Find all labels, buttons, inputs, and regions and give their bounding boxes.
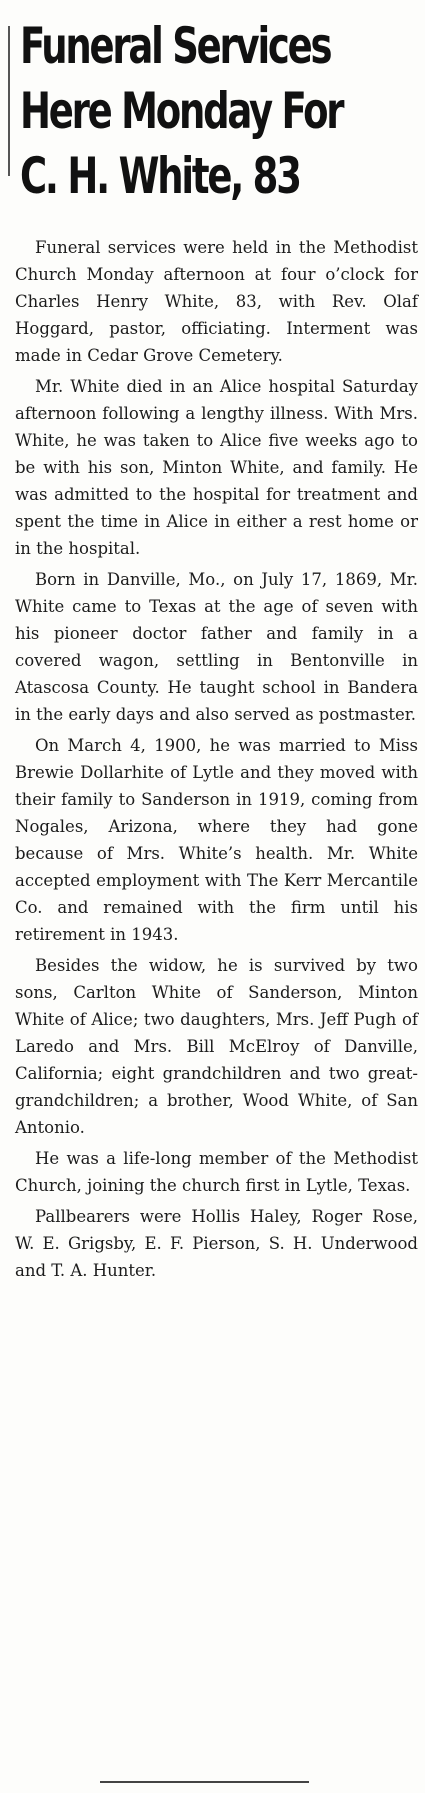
- paragraph-survivors: Besides the widow, he is survived by two sons, Carlton White of Sanderson, Minton White of Alice; two daughters, Mrs. Jeff Pugh of Laredo and Mrs. Bill McElroy of Danville, California; eight grandchildren and two great-grandchildren; a brother, Wood White, of San Antonio.: [15, 956, 418, 1137]
- headline-line-3: C. H. White, 83: [20, 147, 300, 205]
- headline-line-1: Funeral Services: [20, 17, 331, 75]
- paragraph-death: Mr. White died in an Alice hospital Saturday afternoon following a lengthy illness. With Mrs. White, he was taken to Alice five weeks ago to be with his son, Minton White, and family. He was admitted to the hospital for treatment and spent the time in Alice in either a rest home or in the hospital.: [15, 377, 418, 558]
- paragraph-services: Funeral services were held in the Methodist Church Monday afternoon at four o’clock for Charles Henry White, 83, with Rev. Olaf Hoggard, pastor, officiating. Interment was made in Cedar Grove Cemetery.: [15, 238, 418, 365]
- paragraph-marriage: On March 4, 1900, he was married to Miss Brewie Dollarhite of Lytle and they moved with their family to Sanderson in 1919, coming from Nogales, Arizona, where they had gone because of Mrs. White’s health. Mr. White accepted employment with The Kerr Mercantile Co. and remained with the firm until his retirement in 1943.: [15, 736, 418, 944]
- article-body: [15, 234, 418, 1288]
- end-rule: [100, 1781, 309, 1783]
- headline: [20, 14, 343, 209]
- headline-line-2: Here Monday For: [20, 82, 343, 140]
- paragraph-birth: Born in Danville, Mo., on July 17, 1869, Mr. White came to Texas at the age of seven with his pioneer doctor father and family in a covered wagon, settling in Bentonville in Atascosa County. He taught school in Bandera in the early days and also served as postmaster.: [15, 570, 418, 724]
- paragraph-church: He was a life-long member of the Methodist Church, joining the church first in Lytle, Texas.: [15, 1149, 418, 1195]
- paragraph-pallbearers: Pallbearers were Hollis Haley, Roger Rose, W. E. Grigsby, E. F. Pierson, S. H. Underwood and T. A. Hunter.: [15, 1207, 418, 1280]
- column-edge-rule: [8, 26, 10, 176]
